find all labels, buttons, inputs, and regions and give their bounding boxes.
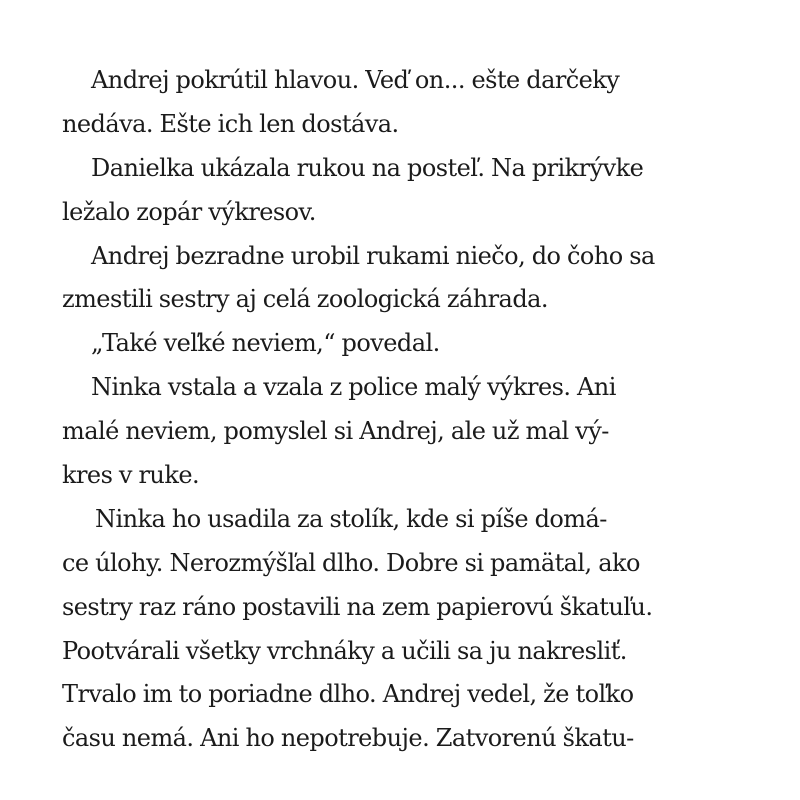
text-line: „Také veľké neviem,“ povedal. — [91, 329, 440, 358]
text-line: zmestili sestry aj celá zoologická záhrada. — [62, 285, 548, 314]
text-line: Danielka ukázala rukou na posteľ. Na prikrývke — [91, 153, 644, 182]
text-line: Andrej pokrútil hlavou. Veď on... ešte darčeky — [91, 66, 620, 94]
text-line: nedáva. Ešte ich len dostáva. — [62, 109, 399, 138]
text-line: malé neviem, pomyslel si Andrej, ale už mal vý- — [62, 417, 609, 446]
text-line: ce úlohy. Nerozmýšľal dlho. Dobre si pamätal, ako — [62, 548, 640, 577]
text-line: ležalo zopár výkresov. — [62, 197, 316, 226]
text-line: Ninka vstala a vzala z police malý výkres. Ani — [91, 373, 616, 402]
text-line: Ninka ho usadila za stolík, kde si píše domá- — [95, 504, 607, 533]
text-line: Trvalo im to poriadne dlho. Andrej vedel, že toľko — [62, 680, 634, 709]
text-line: kres v ruke. — [62, 461, 200, 490]
text-line: Pootvárali všetky vrchnáky a učili sa ju nakresliť. — [62, 636, 627, 665]
text-line: sestry raz ráno postavili na zem papierovú škatuľu. — [62, 592, 653, 621]
body-text — [62, 59, 762, 761]
text-line: času nemá. Ani ho nepotrebuje. Zatvorenú škatu- — [62, 724, 634, 753]
text-line: Andrej bezradne urobil rukami niečo, do čoho sa — [91, 241, 655, 270]
